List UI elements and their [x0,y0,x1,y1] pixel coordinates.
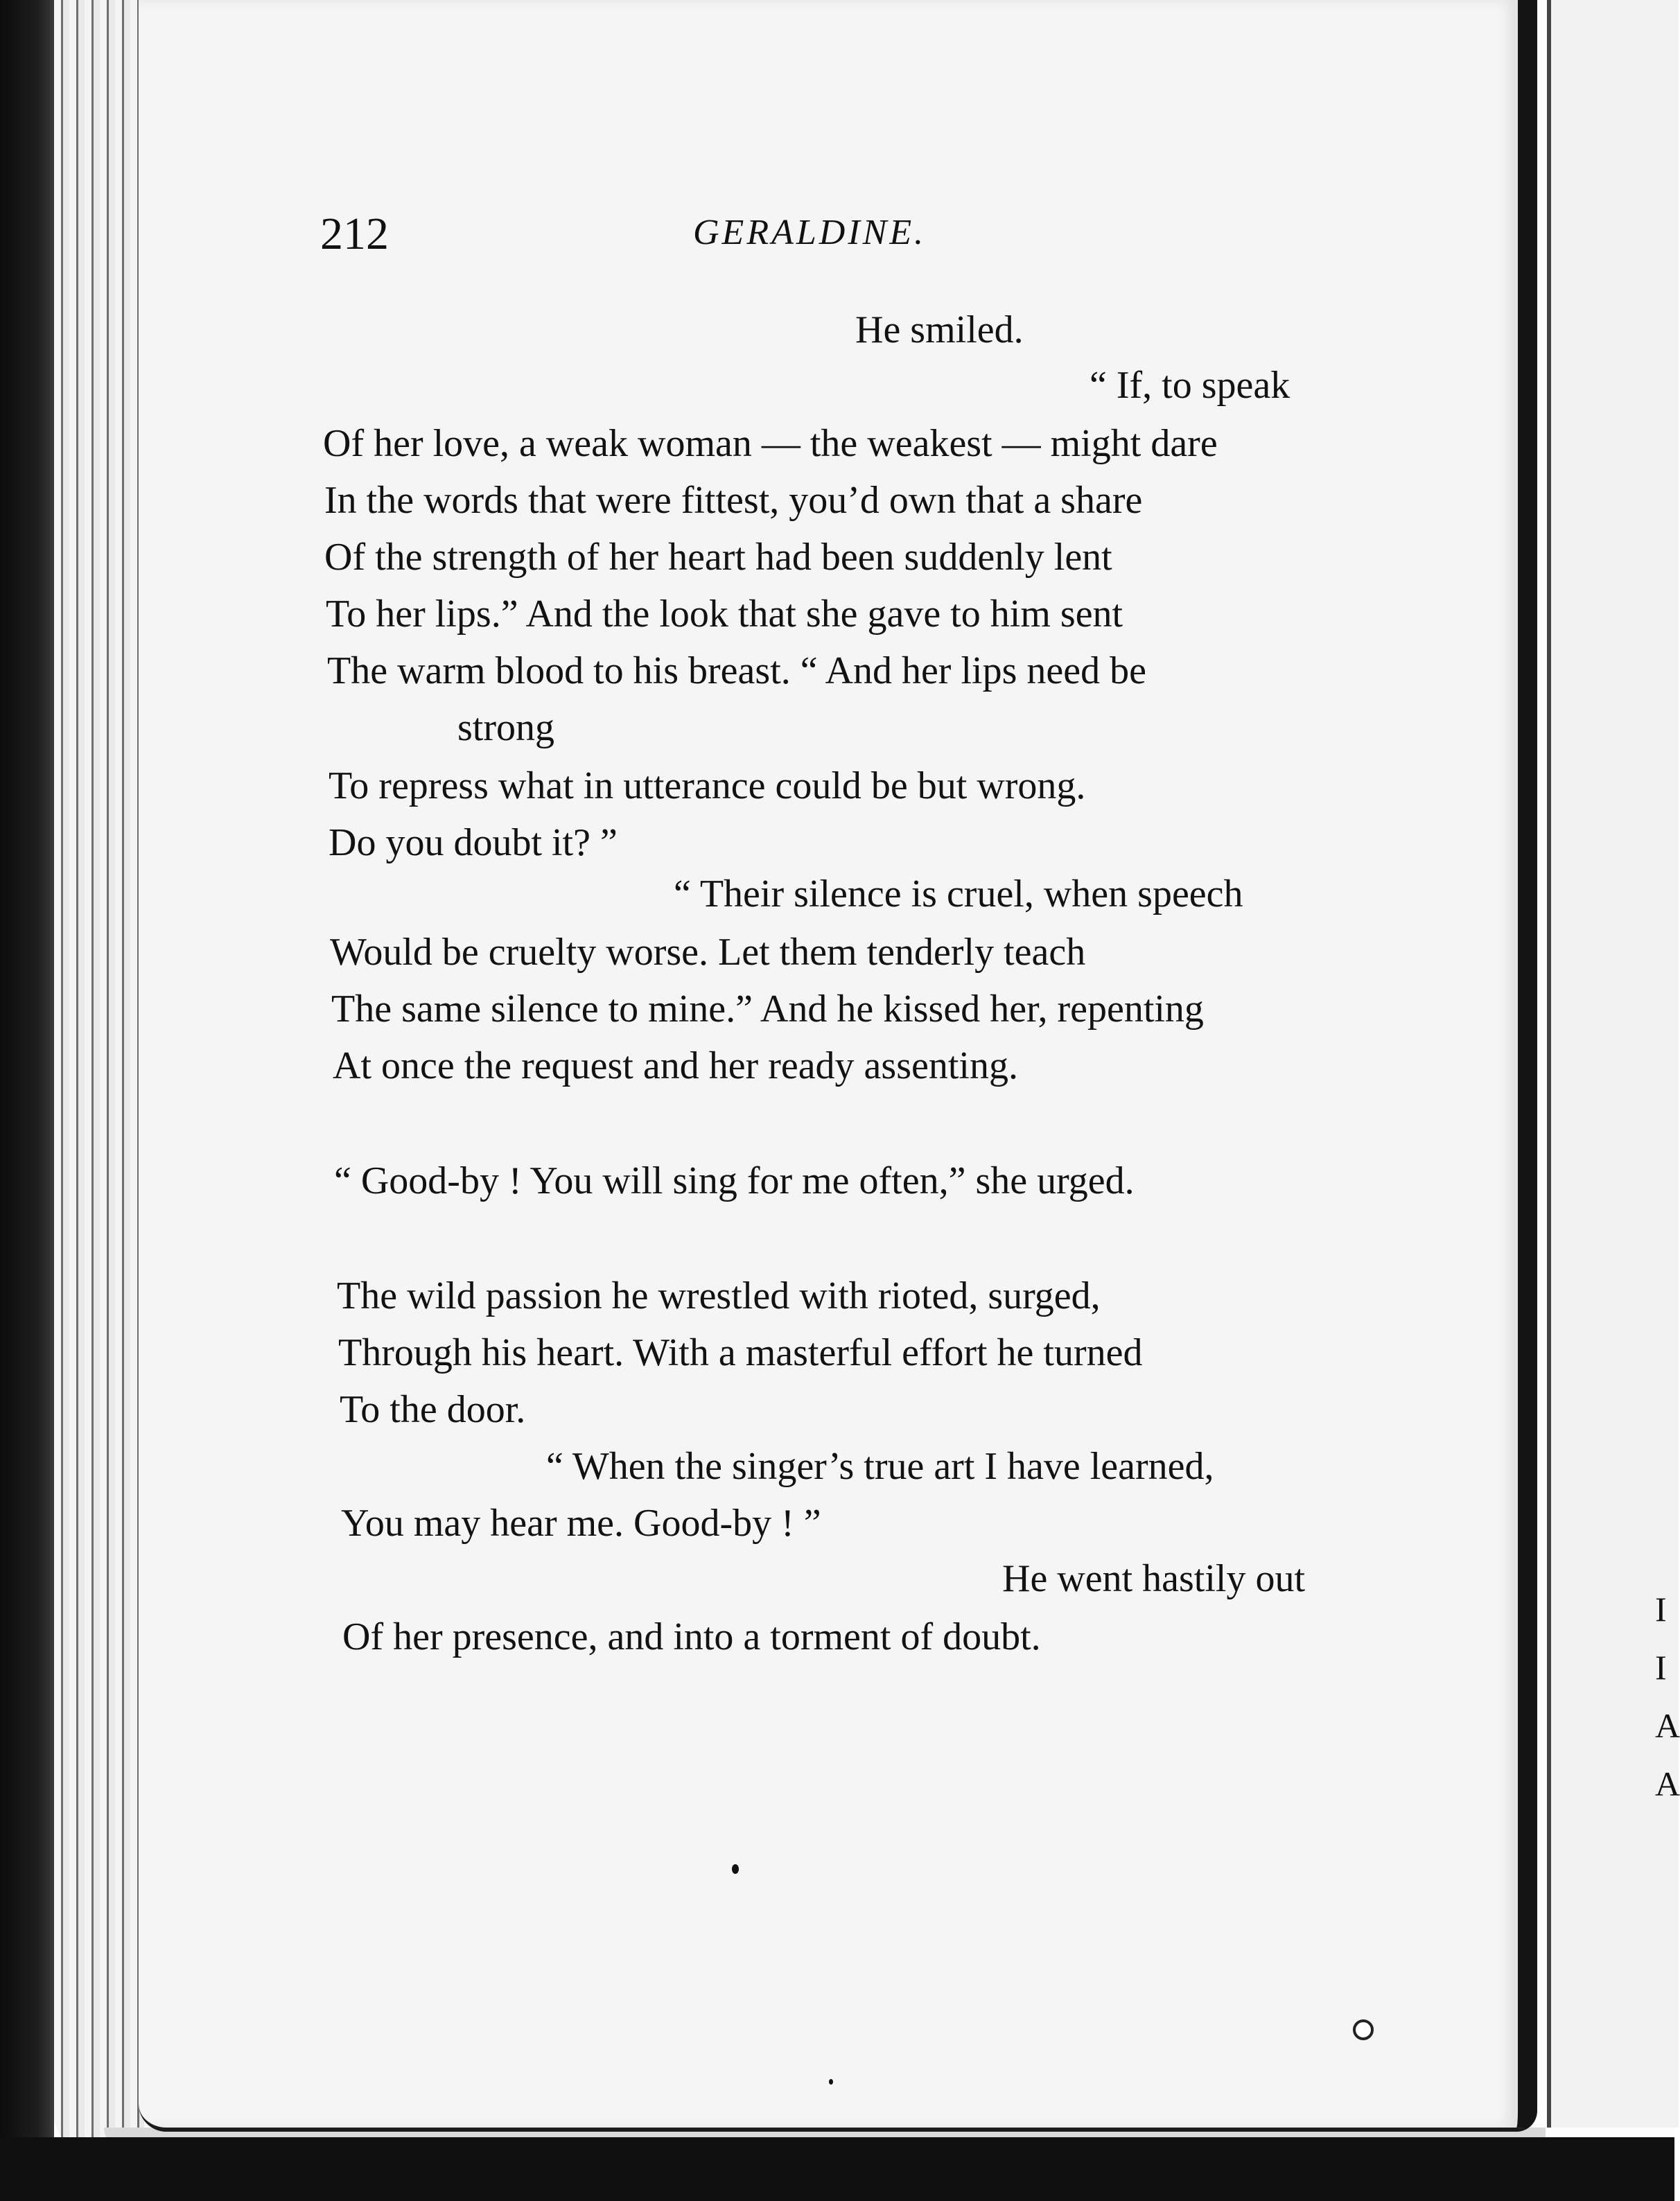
verse-line: To repress what in utterance could be but wrong. [329,764,1086,807]
facing-page-letter: A [1655,1706,1680,1745]
verse-line: Do you doubt it? ” [329,821,618,864]
facing-page-letter: I [1655,1590,1667,1629]
verse-line: Through his heart. With a masterful effort he turned [338,1331,1143,1374]
verse-line: He went hastily out [1002,1557,1306,1600]
scan-border [0,2137,1674,2201]
book-binding [0,0,54,2201]
verse-line: Would be cruelty worse. Let them tenderly teach [330,931,1086,974]
scan-speck [732,1864,739,1874]
verse-line: He smiled. [855,308,1024,351]
verse-line: Of the strength of her heart had been suddenly lent [324,536,1112,579]
verse-line: “ Good-by ! You will sing for me often,” she urged. [334,1159,1135,1202]
page-number: 212 [320,209,389,259]
verse-line: The same silence to mine.” And he kissed her, repenting [331,988,1204,1031]
facing-page-letter: A [1655,1764,1680,1803]
facing-page-text [1655,1580,1680,1813]
verse-line: To her lips.” And the look that she gave to him sent [326,593,1123,635]
facing-page-letter: I [1655,1648,1667,1687]
verse-line: “ If, to speak [1090,364,1290,407]
verse-line: To the door. [340,1388,526,1431]
verse-line: Of her presence, and into a torment of doubt. [342,1615,1041,1658]
verse-line: “ When the singer’s true art I have learned, [546,1445,1214,1488]
scan-speck [1353,2019,1374,2040]
verse-line: In the words that were fittest, you’d own that a share [324,479,1143,522]
verse-line: The wild passion he wrestled with rioted, surged, [337,1274,1101,1317]
running-title: GERALDINE. [693,213,927,252]
verse-line: Of her love, a weak woman — the weakest — might dare [323,422,1218,465]
verse-line: At once the request and her ready assenting. [333,1044,1018,1087]
scan-speck [829,2079,833,2085]
verse-line: strong [457,706,554,749]
page-edges [54,0,144,2155]
verse-line: You may hear me. Good-by ! ” [341,1502,821,1545]
verse-line: The warm blood to his breast. “ And her lips need be [327,649,1146,692]
verse-line: “ Their silence is cruel, when speech [674,872,1243,915]
